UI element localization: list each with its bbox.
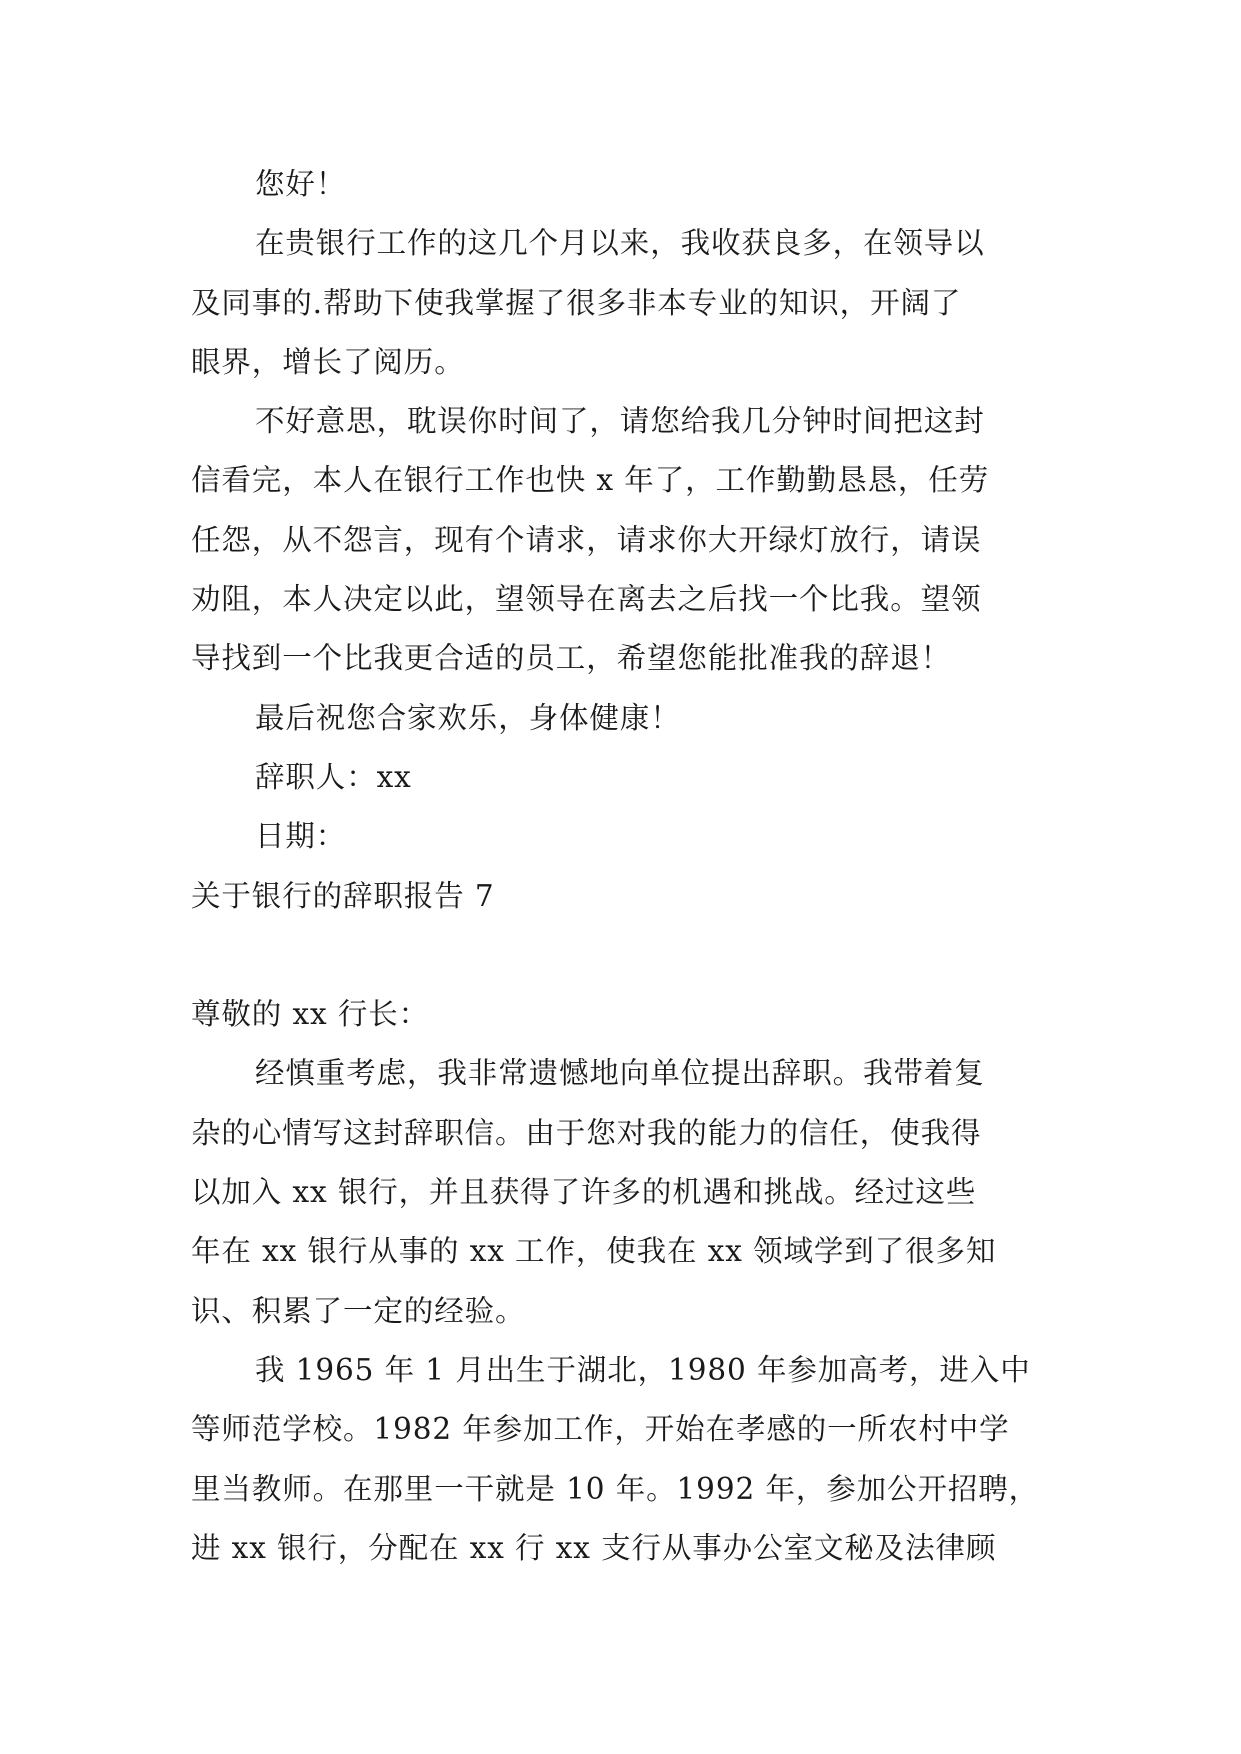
paragraph-line: 杂的心情写这封辞职信。由于您对我的能力的信任，使我得: [191, 1115, 982, 1150]
date-line: 日期：: [255, 819, 347, 854]
document-body: [191, 155, 1056, 1578]
closing-wish: 最后祝您合家欢乐，身体健康！: [255, 700, 681, 735]
paragraph-line: 进 xx 银行，分配在 xx 行 xx 支行从事办公室文秘及法律顾: [191, 1530, 997, 1565]
salutation: 尊敬的 xx 行长：: [191, 997, 430, 1032]
paragraph-line: 以加入 xx 银行，并且获得了许多的机遇和挑战。经过这些: [191, 1175, 977, 1210]
paragraph-line: 导找到一个比我更合适的员工，希望您能批准我的辞退！: [191, 641, 952, 676]
paragraph-line: 识、积累了一定的经验。: [191, 1293, 526, 1328]
paragraph-line: 年在 xx 银行从事的 xx 工作，使我在 xx 领域学到了很多知: [191, 1234, 997, 1269]
paragraph-line: 经慎重考虑，我非常遗憾地向单位提出辞职。我带着复: [255, 1056, 985, 1091]
paragraph-line: 在贵银行工作的这几个月以来，我收获良多，在领导以: [255, 226, 985, 261]
paragraph-line: 信看完，本人在银行工作也快 x 年了，工作勤勤恳恳，任劳: [191, 463, 990, 498]
blank-line: [191, 926, 1056, 985]
signature-line: 辞职人：xx: [255, 759, 412, 794]
paragraph-line: 里当教师。在那里一干就是 10 年。1992 年，参加公开招聘，: [191, 1471, 1040, 1506]
paragraph-line: 我 1965 年 1 月出生于湖北，1980 年参加高考，进入中: [255, 1352, 1031, 1387]
paragraph-line: 等师范学校。1982 年参加工作，开始在孝感的一所农村中学: [191, 1412, 1010, 1447]
paragraph-line: 不好意思，耽误你时间了，请您给我几分钟时间把这封: [255, 404, 985, 439]
section-heading: 关于银行的辞职报告 7: [191, 878, 495, 913]
greeting: 您好！: [255, 167, 347, 201]
paragraph-line: 眼界，增长了阅历。: [191, 344, 465, 379]
paragraph-line: 任怨，从不怨言，现有个请求，请求你大开绿灯放行，请误: [191, 522, 982, 557]
paragraph-line: 劝阻，本人决定以此，望领导在离去之后找一个比我。望领: [191, 582, 982, 617]
paragraph-line: 及同事的.帮助下使我掌握了很多非本专业的知识，开阔了: [191, 285, 962, 320]
